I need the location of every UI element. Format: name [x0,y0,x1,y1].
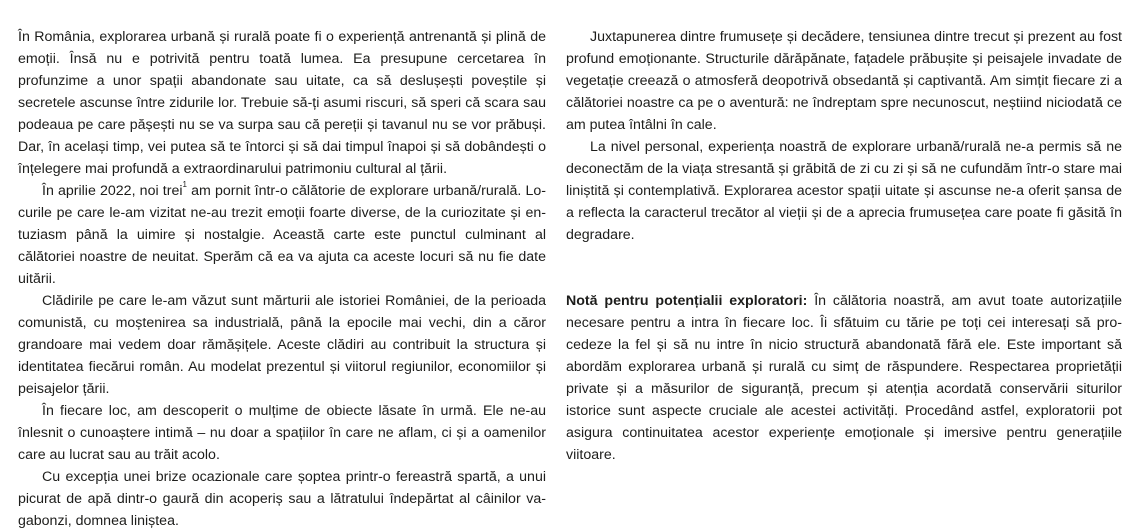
paragraph-spacer [566,246,1122,290]
explorers-note [566,290,1122,466]
journey-text-end: am pornit într-o călătorie de explorare urbană/rurală. Locurile pe care le-am vizitat ne-au trezit emoții foarte diverse, de la curiozitate și entuziasm până la uimire și nostalgie. Această carte este punctul culminant al călătoriei noastre de neuitat. Sperăm că ea va ajuta ca aceste locuri să nu fie date uitării. [18,183,546,287]
note-heading: Notă pentru potențialii exploratori: [566,293,808,309]
journey-text-start: În aprilie 2022, noi trei [42,183,183,199]
buildings-paragraph: Clădirile pe care le-am văzut sunt mărturii ale istoriei României, de la perioada comunistă, cu moștenirea sa industrială, până la epocile mai vechi, din a căror grandoare mai vedem doar rămășițele. Aceste clădiri au contribuit la structura și identitatea fiecărui român. Au modelat prezentul și viitorul regiunilor, economiilor și peisajelor țării. [18,293,546,397]
intro-paragraph: În România, explorarea urbană și rurală poate fi o experiență antrenantă și plină de emoții. Însă nu e potrivită pentru toată lumea. Ea presupune cercetarea în profunzime a unor spații abandonate sau uitate, ca să deslușești poveștile și secretele ascunse între zidurile lor. Trebuie să-ți asumi riscuri, să speri că scara sau podeaua pe care pășești nu se va surpa sau că pereții și tavanul nu se vor prăbuși. Dar, în același timp, vei putea să te întorci și să dai timpul înapoi și să dobândești o înțelegere mai profundă a extraordinarului patrimoniu cultural al țării. [18,29,546,177]
juxtaposition-paragraph: Juxtapunerea dintre frumusețe și decădere, tensiunea dintre trecut și prezent au fost profund emoționante. Structurile dărăpănate, fațadele prăbușite și peisajele invadate de vegetație creează o atmosferă deopotrivă obsedantă și captivantă. Am simțit fiecare zi a călătoriei noastre ca pe o aventură: ne îndreptam spre necunoscut, neștiind niciodată ce am putea întâlni în cale. [566,29,1122,133]
journey-paragraph [18,180,546,290]
objects-paragraph: În fiecare loc, am descoperit o mulțime de obiecte lăsate în urmă. Ele ne-au înlesnit o cunoaștere intimă – nu doar a spațiilor în care ne aflam, ci și a oamenilor care au lucrat sau au trăit acolo. [18,403,546,463]
note-body: În călătoria noastră, am avut toate autorizațiile necesare pentru a intra în fiecare loc. Îi sfătuim cu tărie pe toți cei interesați să procedeze la fel și să nu intre în nicio structură abandonată fără ele. Este important să abordăm explorarea urbană și rurală cu simț de răspundere. Respectarea proprietății private și a măsurilor de siguranță, precum și atenția acordată conservării siturilor istorice sunt aspecte cruciale ale acestei activități. Procedând astfel, exploratorii pot asigura continuitatea acestor experiențe emoționale și imersive pentru generațiile viitoare. [566,293,1123,463]
footnote-marker: 1 [182,180,187,189]
left-column [18,26,546,532]
personal-paragraph: La nivel personal, experiența noastră de explorare urbană/rurală ne-a permis să ne deconectăm de la viața stresantă și grăbită de zi cu zi și să ne cufundăm într-o stare mai liniștită și contemplativă. Explorarea acestor spații uitate și ascunse ne-a oferit șansa de a reflecta la caracterul trecător al vieții și de a aprecia frumusețea care poate fi găsită în degradare. [566,139,1122,243]
right-column [566,26,1122,466]
silence-paragraph: Cu excepția unei brize ocazionale care șoptea printr-o fereastră spartă, a unui picurat de apă dintr-o gaură din acoperiș sau a lătratului îndepărtat al câinilor vagabonzi, domnea liniștea. [18,469,546,529]
